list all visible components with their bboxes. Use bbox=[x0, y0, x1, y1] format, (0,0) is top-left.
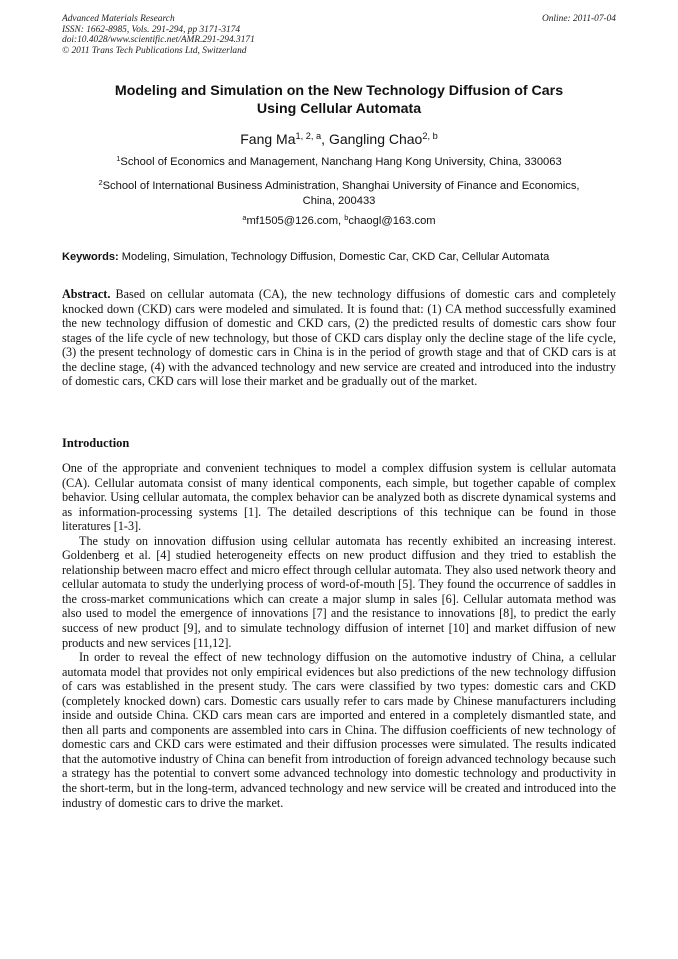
abstract bbox=[62, 287, 616, 389]
author-affiliation-mark: 1, 2, a bbox=[295, 130, 322, 141]
abstract-text: Based on cellular automata (CA), the new technology diffusions of domestic cars and completely knocked down (CKD) cars were modeled and simulated. It is found that: (1) CA method successfully examined the new technology diffusion of domestic and CKD cars, (2) the predicted results of domestic cars show four stages of the life cycle of new technology, but those of CKD cars display only the decline stage of the life cycle, (3) the present technology of domestic cars in China is in the period of growth stage and that of CKD cars is at the decline stage, (4) with the advanced technology and new service are created and introduced into the industry of domestic cars, CKD cars will lose their market and be gradually out of the market. bbox=[62, 287, 616, 389]
email-mark: b bbox=[344, 212, 349, 222]
keywords bbox=[62, 250, 618, 264]
online-date: Online: 2011-07-04 bbox=[541, 14, 616, 24]
paper-title bbox=[62, 82, 616, 118]
affiliation-text: China, 200433 bbox=[302, 194, 376, 207]
author-emails bbox=[62, 214, 616, 229]
section-heading-introduction: Introduction bbox=[62, 436, 130, 450]
introduction-body bbox=[62, 461, 616, 810]
email-link[interactable]: mf1505@126.com, bbox=[246, 215, 345, 227]
author-separator: , bbox=[321, 131, 329, 147]
issn-line: ISSN: 1662-8985, Vols. 291-294, pp 3171-3174 bbox=[62, 24, 241, 35]
keywords-text: Modeling, Simulation, Technology Diffusion, Domestic Car, CKD Car, Cellular Automata bbox=[118, 251, 550, 263]
affiliation-mark: 2 bbox=[98, 177, 103, 187]
affiliation-2 bbox=[62, 179, 616, 208]
email-link[interactable]: chaogl@163.com bbox=[348, 215, 436, 227]
affiliation-text: School of Economics and Management, Nanchang Hang Kong University, China, 330063 bbox=[120, 156, 562, 168]
doi-line: doi:10.4028/www.scientific.net/AMR.291-294.3171 bbox=[62, 35, 255, 46]
title-line-2: Using Cellular Automata bbox=[256, 101, 422, 117]
author-affiliation-mark: 2, b bbox=[422, 130, 438, 141]
intro-paragraph-2: The study on innovation diffusion using cellular automata has recently exhibited an increasing interest. Goldenberg et al. [4] studied heterogeneity effects on new product diffusion and they tried to establish the relationship between macro effect and micro effect through cellular automata. They also used network theory and cellular automata to study the underlying process of word-of-mouth [5]. They found the occurrence of saddles in the cross-market communications which can create a major slump in sales [6]. Cellular automata method was also used to model the emergence of innovations [7] and the resistance to innovations [8], to predict the early success of new product [9], and to simulate technology diffusion of internet [10] and market diffusion of new products and new services [11,12]. bbox=[62, 533, 616, 650]
intro-paragraph-3: In order to reveal the effect of new technology diffusion on the automotive industry of China, a cellular automata model that provides not only empirical evidences but also predictions of the new technology diffusion of cars was established in the present study. The cars were classified by two types: domestic cars and CKD (completely knocked down) cars. Domestic cars usually refer to cars made by Chinese manufacturers including inside and outside China. CKD cars mean cars are imported and entered in a completely dismantled state, and then all parts and components are assembled into cars in China. The diffusion coefficients of new technology of domestic cars and CKD cars were estimated and their diffusion processes were simulated. The results indicated that the automotive industry of China can benefit from introduction of foreign advanced technology because such a strategy has the potential to convert some advanced technology into domestic technology and productivity in the short-term, but in the long-term, advanced technology and new service will be created and introduced into the industry of domestic cars to drive the market. bbox=[62, 650, 616, 810]
abstract-label: Abstract. bbox=[62, 287, 111, 301]
keywords-label: Keywords: bbox=[62, 251, 119, 263]
title-line-1: Modeling and Simulation on the New Technology Diffusion of Cars bbox=[114, 83, 564, 99]
journal-name: Advanced Materials Research bbox=[62, 14, 175, 24]
affiliation-text: School of International Business Administration, Shanghai University of Finance and Economics, bbox=[102, 180, 580, 192]
author-list bbox=[62, 130, 616, 148]
affiliation-mark: 1 bbox=[116, 153, 121, 163]
copyright-line: © 2011 Trans Tech Publications Ltd, Switzerland bbox=[62, 45, 247, 56]
intro-paragraph-1: One of the appropriate and convenient techniques to model a complex diffusion system is cellular automata (CA). Cellular automata consist of many identical components, each simple, but together capable of complex behavior. Using cellular automata, the complex behavior can be analyzed both as discrete dynamical systems and as information-processing systems [1]. The detailed descriptions of this technique can be found in those literatures [1-3]. bbox=[62, 461, 616, 534]
email-mark: a bbox=[242, 212, 247, 222]
author-name: Fang Ma bbox=[240, 131, 296, 147]
author-name: Gangling Chao bbox=[328, 131, 423, 147]
publication-header bbox=[62, 14, 616, 56]
affiliation-1 bbox=[62, 155, 616, 170]
